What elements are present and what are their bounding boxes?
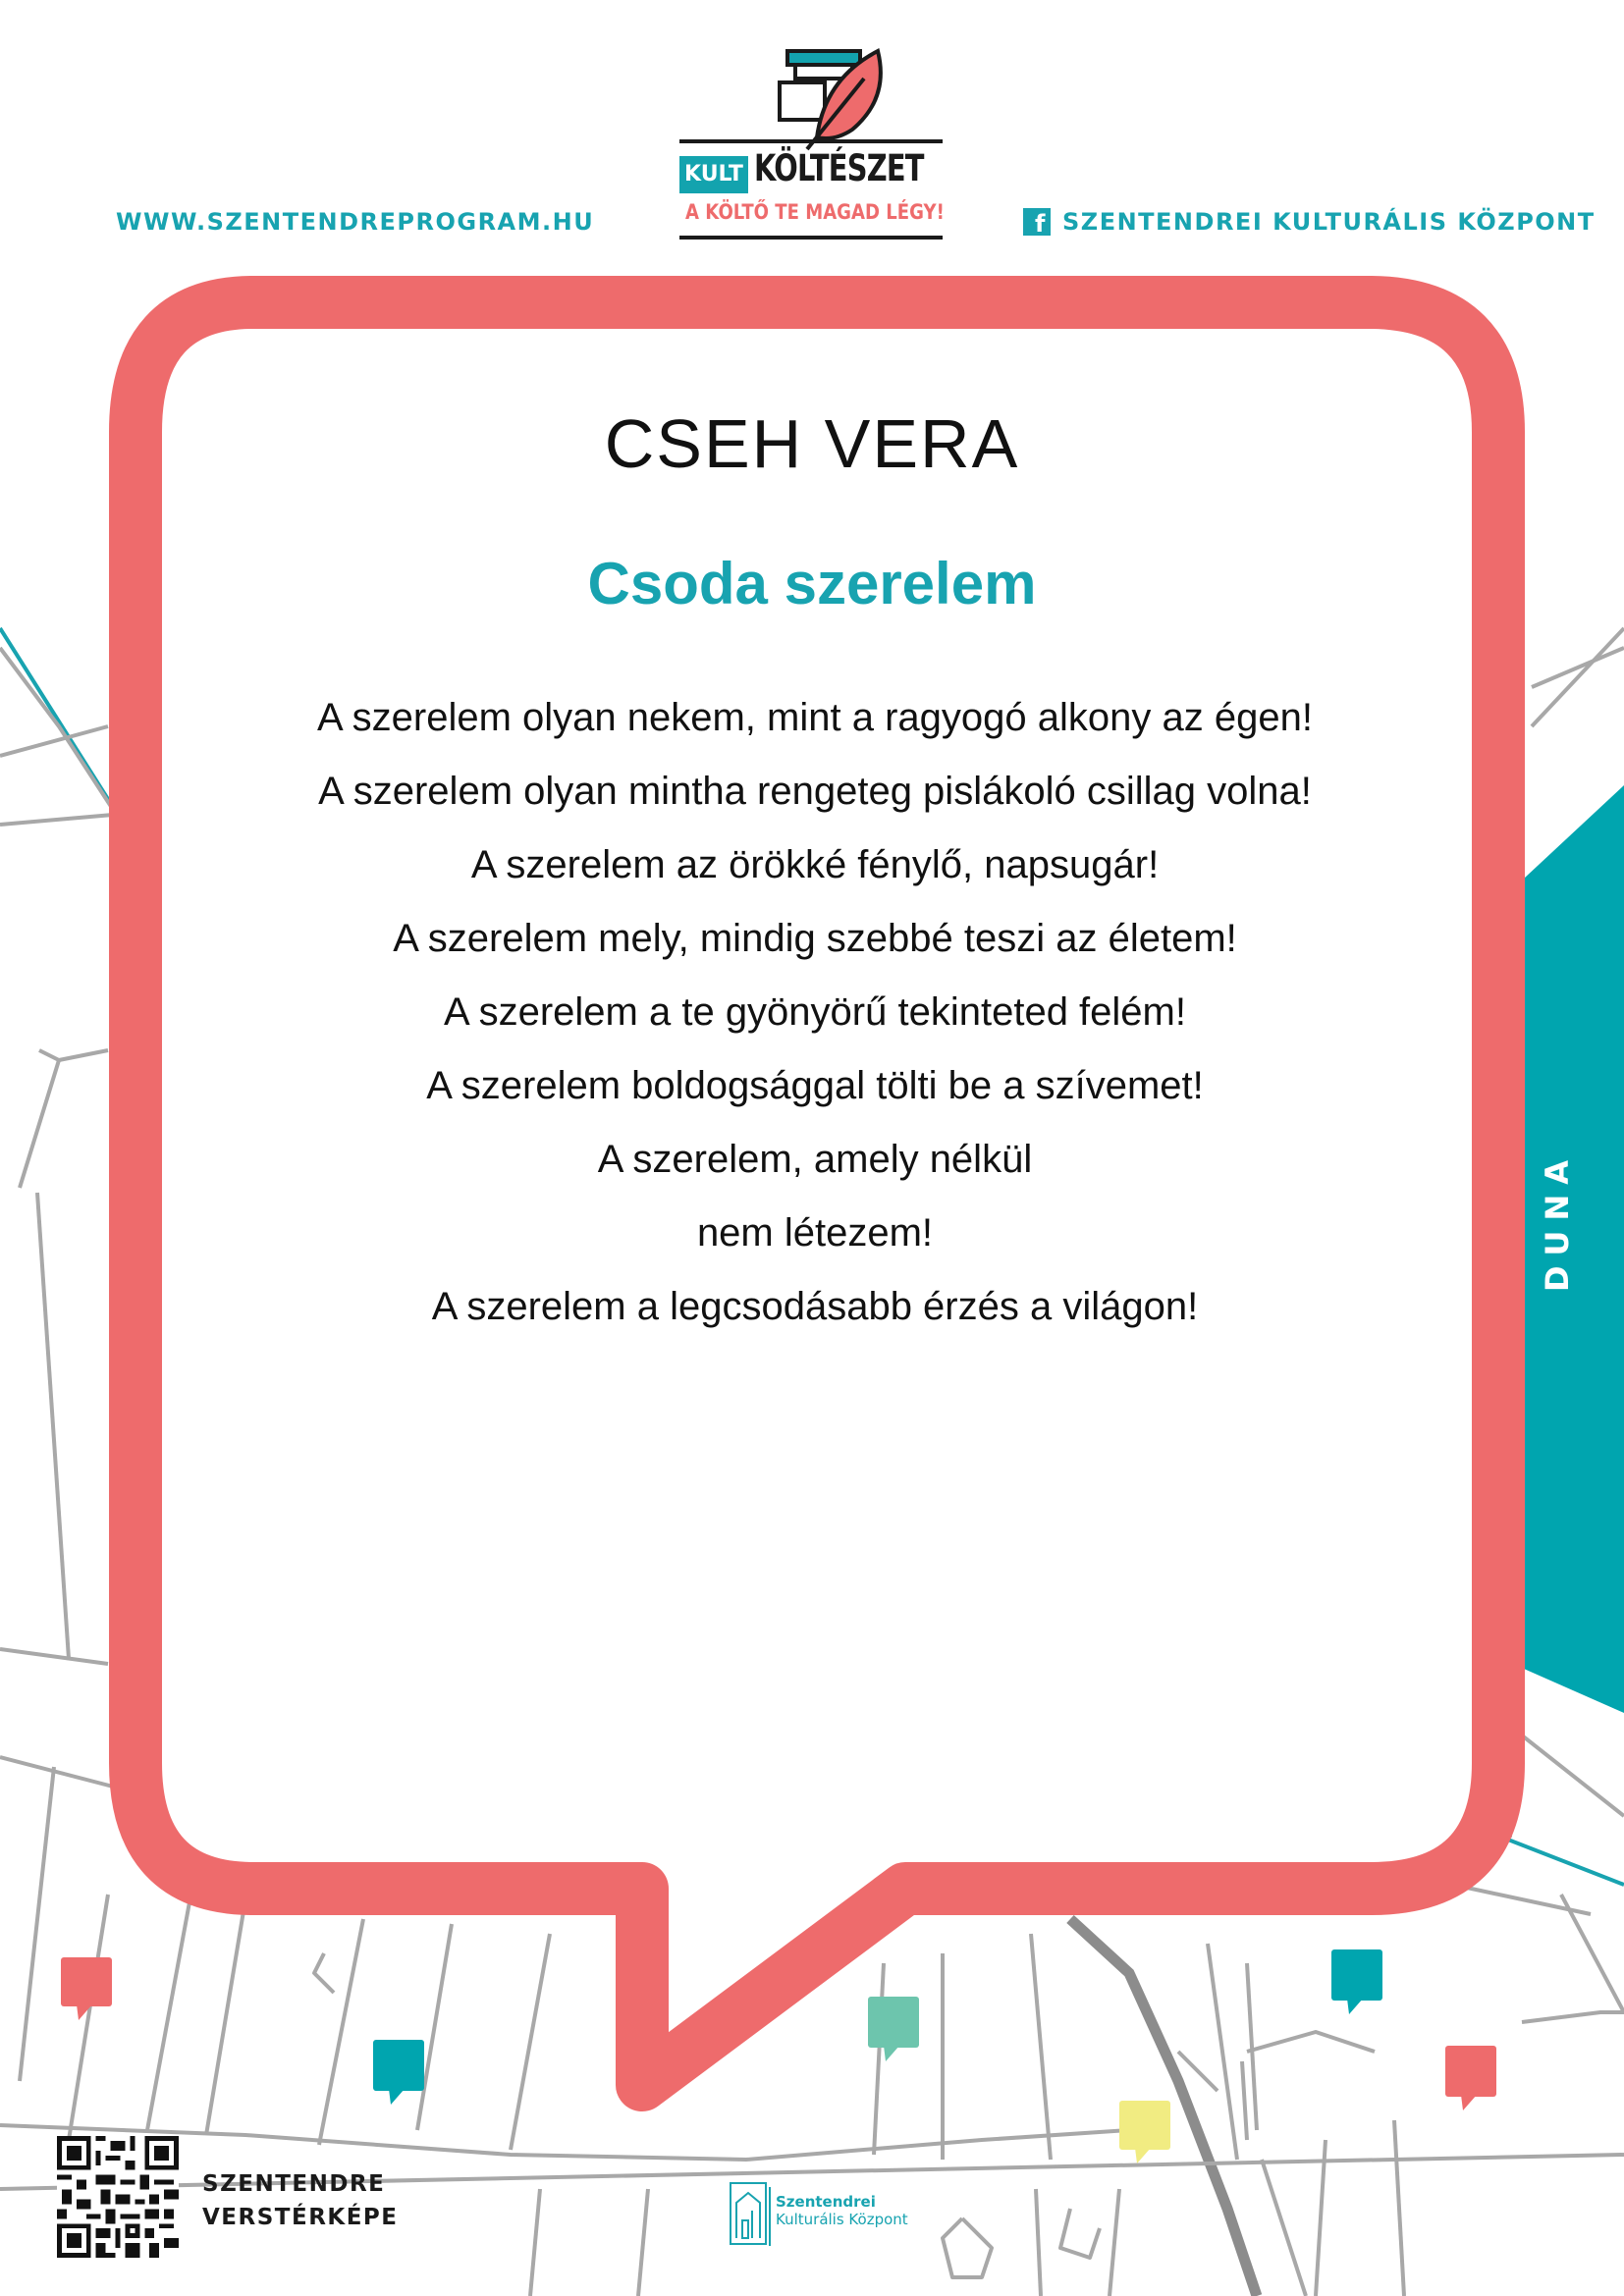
facebook-icon: f xyxy=(1023,208,1051,236)
map-pin-coral-right xyxy=(1445,2046,1496,2110)
poem-line: A szerelem boldogsággal tölti be a szívemet! xyxy=(426,1064,1204,1107)
facebook-label: SZENTENDREI KULTURÁLIS KÖZPONT xyxy=(1062,208,1596,236)
map-pin-coral-left xyxy=(61,1957,112,2020)
poem-author: CSEH VERA xyxy=(604,405,1020,482)
kult-kolteszet-logo xyxy=(677,39,952,245)
logo-badge: KULT xyxy=(679,156,748,193)
map-pin-mint xyxy=(868,1997,919,2061)
map-caption-line2: VERSTÉRKÉPE xyxy=(202,2205,399,2230)
poem-line: A szerelem az örökké fénylő, napsugár! xyxy=(470,843,1160,886)
poem-line: A szerelem mely, mindig szebbé teszi az életem! xyxy=(393,917,1237,960)
map-pin-yellow xyxy=(1119,2101,1170,2163)
website-link[interactable]: WWW.SZENTENDREPROGRAM.HU xyxy=(116,208,595,236)
poem-body xyxy=(226,687,1404,1350)
map-caption xyxy=(202,2167,399,2234)
organisation-name xyxy=(776,2193,908,2228)
organisation-name-line1: Szentendrei xyxy=(776,2193,876,2211)
poem-line: A szerelem a te gyönyörű tekinteted felém! xyxy=(444,990,1186,1034)
poem-line: nem létezem! xyxy=(696,1211,934,1255)
poem-title: Csoda szerelem xyxy=(587,551,1037,616)
logo-tagline: A KÖLTŐ TE MAGAD LÉGY! xyxy=(685,200,945,224)
poem-line: A szerelem, amely nélkül xyxy=(597,1138,1033,1181)
poet-quill-icon xyxy=(677,39,952,157)
map-caption-line1: SZENTENDRE xyxy=(202,2171,386,2197)
organisation-logo xyxy=(729,2181,925,2250)
map-pin-teal-right xyxy=(1331,1949,1382,2014)
map-pin-teal-left xyxy=(373,2040,424,2105)
facebook-link[interactable] xyxy=(1023,208,1596,236)
qr-code[interactable] xyxy=(57,2136,179,2258)
poem-line: A szerelem olyan nekem, mint a ragyogó alkony az égen! xyxy=(317,696,1313,739)
poem-line: A szerelem olyan mintha rengeteg pislákoló csillag volna! xyxy=(318,770,1312,813)
organisation-name-line2: Kulturális Központ xyxy=(776,2211,908,2228)
logo-underline xyxy=(679,236,943,240)
building-icon xyxy=(729,2181,772,2250)
logo-name: KÖLTÉSZET xyxy=(754,147,924,189)
river-label-text: DUNA xyxy=(1539,1149,1576,1293)
poem-line: A szerelem a legcsodásabb érzés a világon! xyxy=(431,1285,1199,1328)
